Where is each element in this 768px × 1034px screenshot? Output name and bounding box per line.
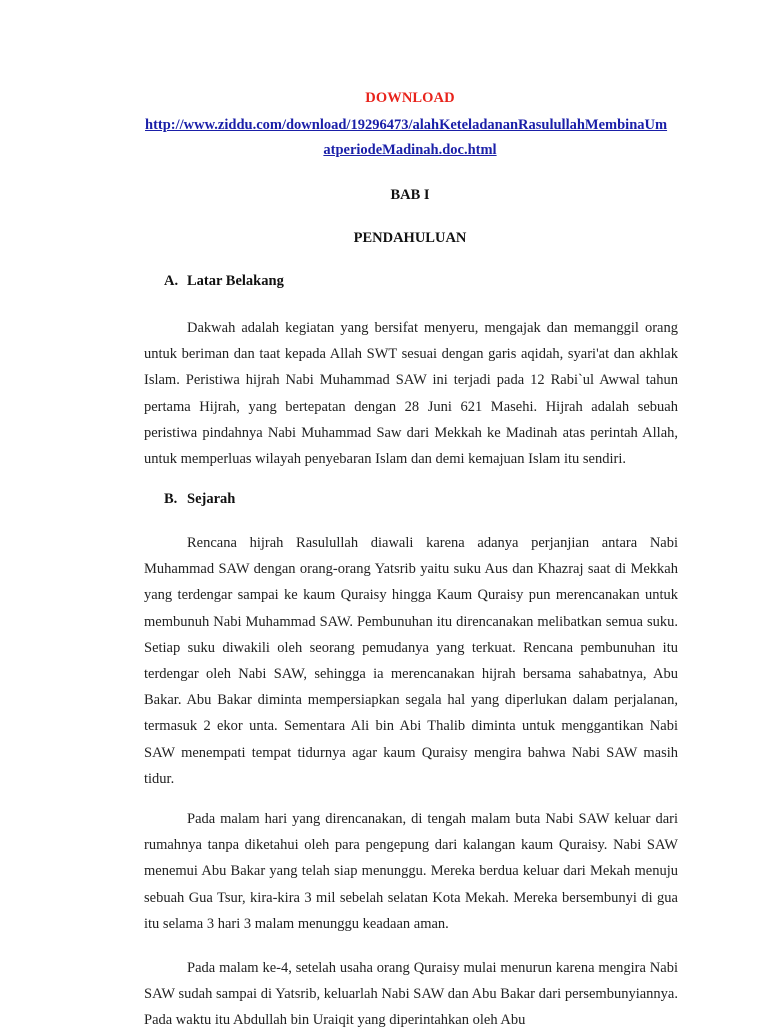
section-b-paragraph-3: Pada malam ke-4, setelah usaha orang Quraisy mulai menurun karena mengira Nabi SAW sudah sampai di Yatsrib, keluarlah Nabi SAW dan Abu Bakar dari persembunyiannya. Pada waktu itu Abdullah bin Uraiqit yang diperintahkan oleh Abu: [144, 960, 678, 1029]
download-label: DOWNLOAD: [365, 90, 455, 106]
section-a-title: Latar Belakang: [187, 273, 284, 289]
download-link-line-1[interactable]: http://www.ziddu.com/download/19296473/alahKeteladananRasulullahMembinaUm: [145, 117, 668, 133]
section-b-paragraph-1: Rencana hijrah Rasulullah diawali karena adanya perjanjian antara Nabi Muhammad SAW dengan orang-orang Yatsrib yaitu suku Aus dan Khazraj saat di Mekkah yang terdengar sampai ke kaum Quraisy hingga Kaum Quraisy pun merencanakan untuk membunuh Nabi Muhammad SAW. Pembunuhan itu direncanakan melibatkan semua suku. Setiap suku diwakili oleh seorang pemudanya yang terkuat. Rencana pembunuhan itu terdengar oleh Nabi SAW, sehingga ia merencanakan hijrah bersama sahabatnya, Abu Bakar. Abu Bakar diminta mempersiapkan segala hal yang diperlukan dalam perjalanan, termasuk 2 ekor unta. Sementara Ali bin Abi Thalib diminta untuk menggantikan Nabi SAW menempati tempat tidurnya agar kaum Quraisy mengira bahwa Nabi SAW masih tidur.: [144, 535, 678, 787]
section-b-title: Sejarah: [187, 491, 236, 507]
section-a-paragraph: Dakwah adalah kegiatan yang bersifat menyeru, mengajak dan memanggil orang untuk beriman dan taat kepada Allah SWT sesuai dengan garis aqidah, syari'at dan akhlak Islam. Peristiwa hijrah Nabi Muhammad SAW ini terjadi pada 12 Rabi`ul Awwal tahun pertama Hijrah, yang bertepatan dengan 28 Juni 621 Masehi. Hijrah adalah sebuah peristiwa pindahnya Nabi Muhammad Saw dari Mekkah ke Madinah atas perintah Allah, untuk memperluas wilayah penyebaran Islam dan demi kemajuan Islam itu sendiri.: [144, 320, 678, 468]
section-a-heading: [164, 273, 284, 290]
download-link-line-2[interactable]: atperiodeMadinah.doc.html: [323, 142, 497, 158]
section-b-paragraph-2: Pada malam hari yang direncanakan, di tengah malam buta Nabi SAW keluar dari rumahnya tanpa diketahui oleh para pengepung dari kalangan kaum Quraisy. Nabi SAW menemui Abu Bakar yang telah siap menunggu. Mereka berdua keluar dari Mekah menuju sebuah Gua Tsur, kira-kira 3 mil sebelah selatan Kota Mekah. Mereka bersembunyi di gua itu selama 3 hari 3 malam menunggu keadaan aman.: [144, 811, 678, 932]
section-b-letter: B.: [164, 491, 178, 507]
chapter-title: PENDAHULUAN: [353, 230, 467, 246]
chapter-number: BAB I: [390, 187, 430, 203]
section-a-letter: A.: [164, 273, 179, 289]
section-b-heading: [164, 491, 235, 508]
